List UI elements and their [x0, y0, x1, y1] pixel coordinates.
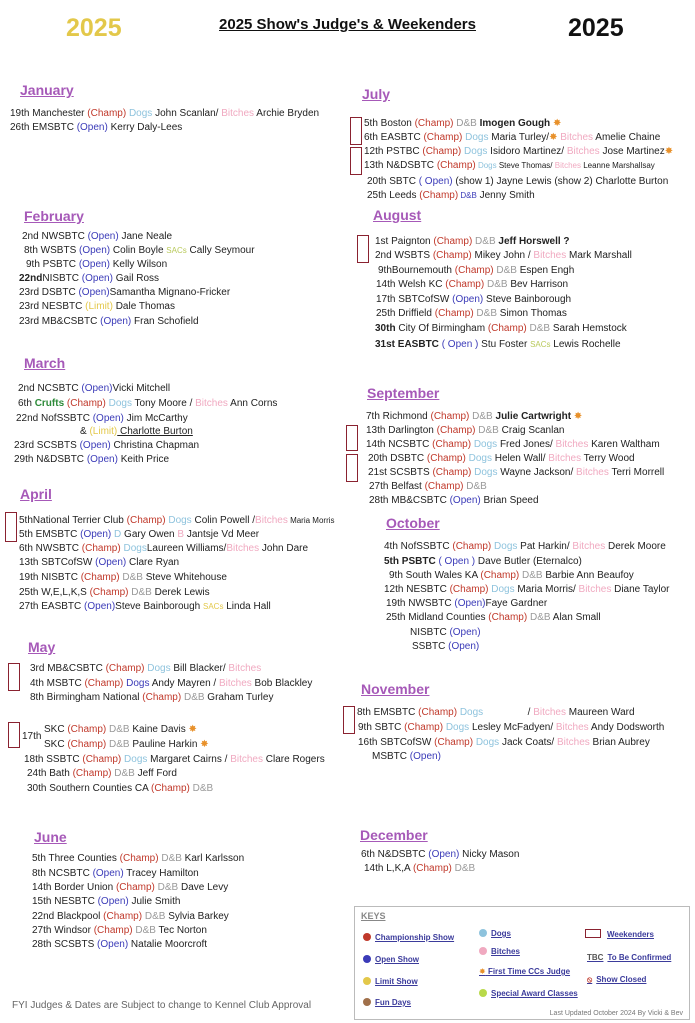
show-line: 17th SBTCofSW (Open) Steve Bainborough	[376, 294, 572, 305]
show-line: 28th SCSBTS (Open) Natalie Moorcroft	[32, 939, 208, 950]
show-line: 4th NofSSBTC (Champ) Dogs Pat Harkin/ Bitches Derek Moore	[384, 541, 666, 552]
show-line: 24th Bath (Champ) D&B Jeff Ford	[27, 768, 177, 779]
show-line: NISBTC (Open)	[410, 627, 481, 638]
show-line: 14th NCSBTC (Champ) Dogs Fred Jones/ Bitches Karen Waltham	[366, 439, 660, 450]
show-line: 2nd NWSBTC (Open) Jane Neale	[22, 231, 173, 242]
weekender-box-icon	[585, 929, 601, 938]
show-line: 19th NISBTC (Champ) D&B Steve Whitehouse	[19, 572, 227, 583]
first-cc-star-icon: ✸	[479, 967, 486, 976]
show-line: 20th SBTC ( Open) (show 1) Jayne Lewis (show 2) Charlotte Burton	[367, 176, 669, 187]
key-fun: Fun Days	[363, 998, 411, 1007]
show-line: 6th Crufts (Champ) Dogs Tony Moore / Bitches Ann Corns	[18, 398, 278, 409]
month-may: May	[28, 639, 56, 655]
show-line: 2nd WSBTS (Champ) Mikey John / Bitches Mark Marshall	[375, 250, 632, 261]
show-line: 14th L,K,A (Champ) D&B	[364, 863, 476, 874]
open-dot-icon	[363, 955, 371, 963]
month-october: October	[386, 515, 440, 531]
show-line: 22nd NofSSBTC (Open) Jim McCarthy	[16, 413, 188, 424]
show-line: 19th Manchester (Champ) Dogs John Scanlan/ Bitches Archie Bryden	[10, 108, 320, 119]
key-limit: Limit Show	[363, 977, 418, 986]
weekender-box	[350, 147, 362, 175]
show-line: 22nd Blackpool (Champ) D&B Sylvia Barkey	[32, 911, 229, 922]
show-line: 5thNational Terrier Club (Champ) Dogs Colin Powell /Bitches Maria Morris	[19, 515, 335, 526]
keys-legend	[354, 906, 690, 1020]
first-cc-star-icon: ✸	[552, 118, 562, 129]
show-line: 5th PSBTC ( Open ) Dave Butler (Eternalco)	[384, 556, 582, 567]
show-line: 8th WSBTS (Open) Colin Boyle SACs Cally Seymour	[24, 245, 255, 256]
show-line: 25th W,E,L,K,S (Champ) D&B Derek Lewis	[19, 587, 210, 598]
show-line: 13th SBTCofSW (Open) Clare Ryan	[19, 557, 180, 568]
show-line: 31st EASBTC ( Open ) Stu Foster SACs Lewis Rochelle	[375, 339, 621, 350]
show-line: 25th Midland Counties (Champ) D&B Alan Small	[386, 612, 601, 623]
show-line: 15th NESBTC (Open) Julie Smith	[32, 896, 181, 907]
weekender-box	[346, 425, 358, 451]
month-february: February	[24, 208, 84, 224]
first-cc-star-icon: ✸	[549, 132, 558, 143]
show-line: 19th NWSBTC (Open)Faye Gardner	[386, 598, 548, 609]
show-line: 25th Leeds (Champ) D&B Jenny Smith	[367, 190, 535, 201]
show-line: 23rd SCSBTS (Open) Christina Chapman	[14, 440, 200, 451]
month-january: January	[20, 82, 74, 98]
show-line: 9th South Wales KA (Champ) D&B Barbie Ann Beaufoy	[389, 570, 634, 581]
show-line: 12th NESBTC (Champ) Dogs Maria Morris/ Bitches Diane Taylor	[384, 584, 670, 595]
limit-dot-icon	[363, 977, 371, 985]
weekender-box	[8, 722, 20, 748]
sac-dot-icon	[479, 989, 487, 997]
key-champ: Championship Show	[363, 933, 454, 942]
month-march: March	[24, 355, 66, 371]
keys-title: KEYS	[361, 911, 386, 921]
show-line: 25th Driffield (Champ) D&B Simon Thomas	[376, 308, 567, 319]
key-closed: ⦸ Show Closed	[587, 975, 647, 984]
show-line: 7th Richmond (Champ) D&B Julie Cartwright ✸	[366, 411, 583, 422]
show-line: 14th Border Union (Champ) D&B Dave Levy	[32, 882, 229, 893]
weekender-box	[8, 663, 20, 691]
show-line: 6th NWSBTC (Champ) DogsLaureen Williams/Bitches John Dare	[19, 543, 309, 554]
show-line: SKC (Champ) D&B Kaine Davis ✸	[44, 724, 197, 735]
show-line: 18th SSBTC (Champ) Dogs Margaret Cairns / Bitches Clare Rogers	[24, 754, 325, 765]
show-line: 16th SBTCofSW (Champ) Dogs Jack Coats/ Bitches Brian Aubrey	[358, 737, 650, 748]
show-line: 30th City Of Birmingham (Champ) D&B Sarah Hemstock	[375, 323, 627, 334]
month-august: August	[373, 207, 422, 223]
show-line: 8th NCSBTC (Open) Tracey Hamilton	[32, 868, 199, 879]
key-weekenders: Weekenders	[585, 929, 654, 939]
show-line: 26th EMSBTC (Open) Kerry Daly-Lees	[10, 122, 183, 133]
show-line: 12th PSTBC (Champ) Dogs Isidoro Martinez/ Bitches Jose Martinez✸	[364, 146, 674, 157]
first-cc-star-icon: ✸	[200, 739, 209, 750]
year-left: 2025	[66, 14, 122, 42]
show-line: 1st Paignton (Champ) D&B Jeff Horswell ?	[375, 236, 570, 247]
show-line: 5th Three Counties (Champ) D&B Karl Karlsson	[32, 853, 245, 864]
dogs-dot-icon	[479, 929, 487, 937]
month-april: April	[20, 486, 52, 502]
show-line: 27th Windsor (Champ) D&B Tec Norton	[32, 925, 207, 936]
month-june: June	[34, 829, 67, 845]
month-december: December	[360, 827, 428, 843]
page-title: 2025 Show's Judge's & Weekenders	[219, 16, 476, 33]
weekender-box	[5, 512, 17, 542]
show-line: 23rd NESBTC (Limit) Dale Thomas	[19, 301, 175, 312]
key-sac: Special Award Classes	[479, 989, 578, 998]
show-line: MSBTC (Open)	[372, 751, 441, 762]
show-line: 8th Birmingham National (Champ) D&B Graham Turley	[30, 692, 274, 703]
month-july: July	[362, 86, 391, 102]
show-line: 29th N&DSBTC (Open) Keith Price	[14, 454, 170, 465]
show-line: 20th DSBTC (Champ) Dogs Helen Wall/ Bitches Terry Wood	[368, 453, 635, 464]
first-cc-star-icon: ✸	[188, 724, 197, 735]
show-line: 6th N&DSBTC (Open) Nicky Mason	[361, 849, 520, 860]
key-tbc: TBC To Be Confirmed	[587, 953, 672, 962]
show-line: 30th Southern Counties CA (Champ) D&B	[27, 783, 214, 794]
show-line: 9th SBTC (Champ) Dogs Lesley McFadyen/ Bitches Andy Dodsworth	[358, 722, 665, 733]
month-november: November	[361, 681, 430, 697]
show-line: & (Limit) Charlotte Burton	[80, 426, 193, 437]
weekender-box	[357, 235, 369, 263]
month-september: September	[367, 385, 440, 401]
first-cc-star-icon: ✸	[573, 411, 583, 422]
first-cc-star-icon: ✸	[664, 146, 674, 157]
show-line: 9thBournemouth (Champ) D&B Espen Engh	[378, 265, 575, 276]
show-line: 13th N&DSBTC (Champ) Dogs Steve Thomas/ Bitches Leanne Marshallsay	[364, 160, 655, 171]
show-line: 27th Belfast (Champ) D&B	[369, 481, 487, 492]
show-line: 23rd MB&CSBTC (Open) Fran Schofield	[19, 316, 199, 327]
show-line: 6th EASBTC (Champ) Dogs Maria Turley/✸ Bitches Amelie Chaine	[364, 132, 661, 143]
show-line: 14th Welsh KC (Champ) D&B Bev Harrison	[376, 279, 569, 290]
show-line: 3rd MB&CSBTC (Champ) Dogs Bill Blacker/ Bitches	[30, 663, 262, 674]
show-line: 13th Darlington (Champ) D&B Craig Scanlan	[366, 425, 565, 436]
show-line: 28th MB&CSBTC (Open) Brian Speed	[369, 495, 539, 506]
weekender-box	[343, 706, 355, 734]
key-dogs: Dogs	[479, 929, 511, 938]
weekender-box	[346, 454, 358, 482]
show-line: 2nd NCSBTC (Open)Vicki Mitchell	[18, 383, 171, 394]
bitches-dot-icon	[479, 947, 487, 955]
show-line: 23rd DSBTC (Open)Samantha Mignano-Fricker	[19, 287, 231, 298]
weekender-box	[350, 117, 362, 145]
show-line-date: 17th	[22, 731, 42, 742]
show-line: 5th Boston (Champ) D&B Imogen Gough ✸	[364, 118, 562, 129]
key-open: Open Show	[363, 955, 419, 964]
show-closed-icon: ⦸	[587, 975, 593, 984]
show-line: 22ndNISBTC (Open) Gail Ross	[19, 273, 160, 284]
fun-dot-icon	[363, 998, 371, 1006]
show-line: 5th EMSBTC (Open) D Gary Owen B Jantsje Vd Meer	[19, 529, 260, 540]
show-line: 27th EASBTC (Open)Steve Bainborough SACs Linda Hall	[19, 601, 271, 612]
show-line: 8th EMSBTC (Champ) Dogs / Bitches Maureen Ward	[357, 707, 635, 718]
champ-dot-icon	[363, 933, 371, 941]
show-line: 21st SCSBTS (Champ) Dogs Wayne Jackson/ Bitches Terri Morrell	[368, 467, 665, 478]
year-right: 2025	[568, 14, 624, 42]
show-line: SSBTC (Open)	[412, 641, 480, 652]
key-bitches: Bitches	[479, 947, 520, 956]
footer-note: FYI Judges & Dates are Subject to change to Kennel Club Approval	[12, 1000, 312, 1011]
show-line: SKC (Champ) D&B Pauline Harkin ✸	[44, 739, 209, 750]
last-updated: Last Updated October 2024 By Vicki & Bev	[549, 1010, 683, 1017]
key-first-cc: ✸ First Time CCs Judge	[479, 967, 571, 976]
show-line: 4th MSBTC (Champ) Dogs Andy Mayren / Bitches Bob Blackley	[30, 678, 313, 689]
show-line: 9th PSBTC (Open) Kelly Wilson	[26, 259, 168, 270]
